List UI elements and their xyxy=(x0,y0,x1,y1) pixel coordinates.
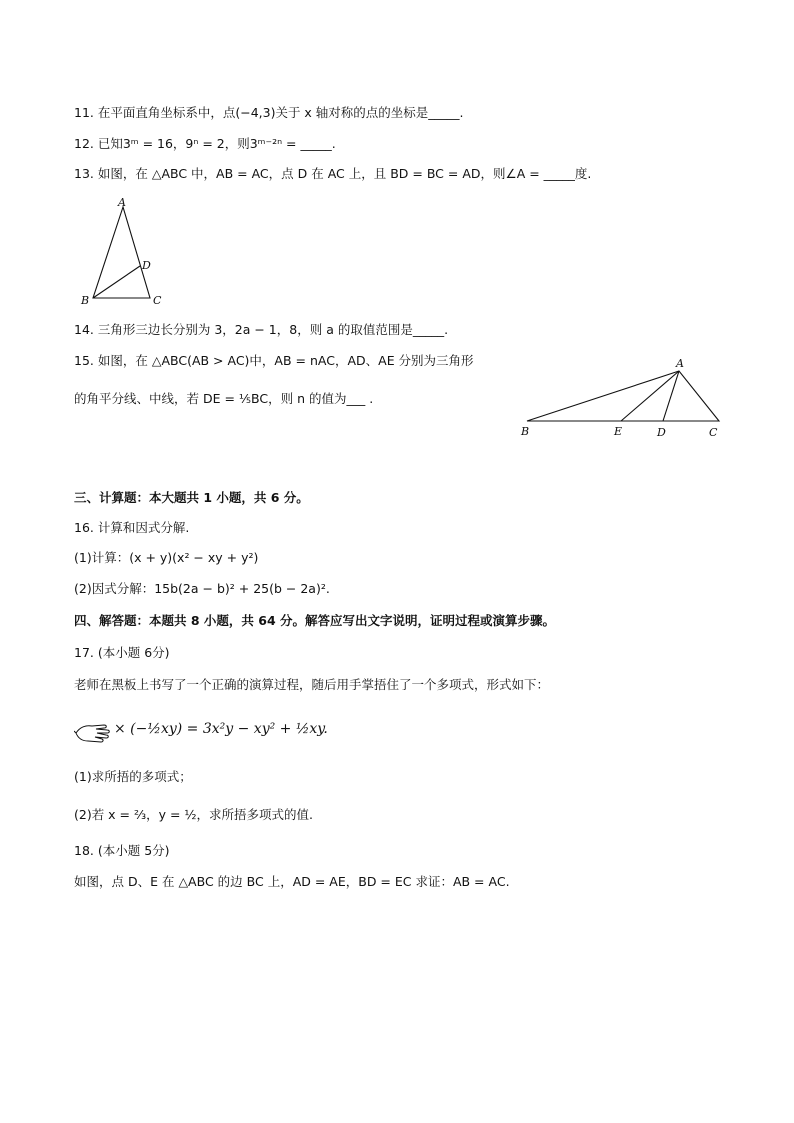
question-16: 16. 计算和因式分解. xyxy=(74,520,190,535)
figure-15-triangle xyxy=(515,354,730,440)
question-17-header: 17. (本小题 6分) xyxy=(74,645,170,660)
question-16-part-1: (1)计算：(x + y)(x² − xy + y²) xyxy=(74,550,259,565)
label-e: E xyxy=(614,425,623,438)
triangle-abc xyxy=(93,207,150,298)
question-18-text: 如图，点 D、E 在 △ABC 的边 BC 上，AD = AE，BD = EC 求证：AB = AC. xyxy=(74,874,510,889)
segment-bd xyxy=(93,266,140,298)
figure-13-triangle xyxy=(78,196,168,310)
question-15-line-2: 的角平分线、中线，若 DE = ⅕BC，则 n 的值为___ . xyxy=(74,391,374,406)
label-d: D xyxy=(142,259,151,272)
triangle-abc xyxy=(527,371,719,421)
question-14: 14. 三角形三边长分别为 3，2a − 1，8，则 a 的取值范围是_____. xyxy=(74,322,449,337)
question-17-part-1: (1)求所捂的多项式； xyxy=(74,769,192,784)
label-d: D xyxy=(657,426,666,439)
question-16-part-2: (2)因式分解：15b(2a − b)² + 25(b − 2a)². xyxy=(74,581,330,596)
section-3-heading: 三、计算题：本大题共 1 小题，共 6 分。 xyxy=(74,490,309,505)
question-18-header: 18. (本小题 5分) xyxy=(74,843,170,858)
question-13: 13. 如图，在 △ABC 中，AB = AC，点 D 在 AC 上，且 BD = BC = AD，则∠A = _____度. xyxy=(74,166,592,181)
label-c: C xyxy=(153,294,162,307)
question-11: 11. 在平面直角坐标系中，点(−4,3)关于 x 轴对称的点的坐标是_____. xyxy=(74,105,464,120)
section-4-heading: 四、解答题：本题共 8 小题，共 64 分。解答应写出文字说明，证明过程或演算步骤。 xyxy=(74,613,556,628)
label-a: A xyxy=(118,196,126,209)
question-17-part-2: (2)若 x = ⅔，y = ½，求所捂多项式的值. xyxy=(74,807,314,822)
label-b: B xyxy=(521,425,530,438)
hand-icon xyxy=(74,719,112,743)
question-17-equation: × (−½xy) = 3x²y − xy² + ½xy. xyxy=(114,721,328,737)
label-a: A xyxy=(676,357,684,370)
question-15-line-1: 15. 如图，在 △ABC(AB > AC)中，AB = nAC，AD、AE 分别为三角形 xyxy=(74,353,474,368)
label-b: B xyxy=(81,294,90,307)
segment-ae xyxy=(621,371,679,421)
question-17-text: 老师在黑板上书写了一个正确的演算过程，随后用手掌捂住了一个多项式，形式如下： xyxy=(74,677,550,692)
label-c: C xyxy=(709,426,718,439)
question-12: 12. 已知3ᵐ = 16，9ⁿ = 2，则3ᵐ⁻²ⁿ = _____. xyxy=(74,136,336,151)
